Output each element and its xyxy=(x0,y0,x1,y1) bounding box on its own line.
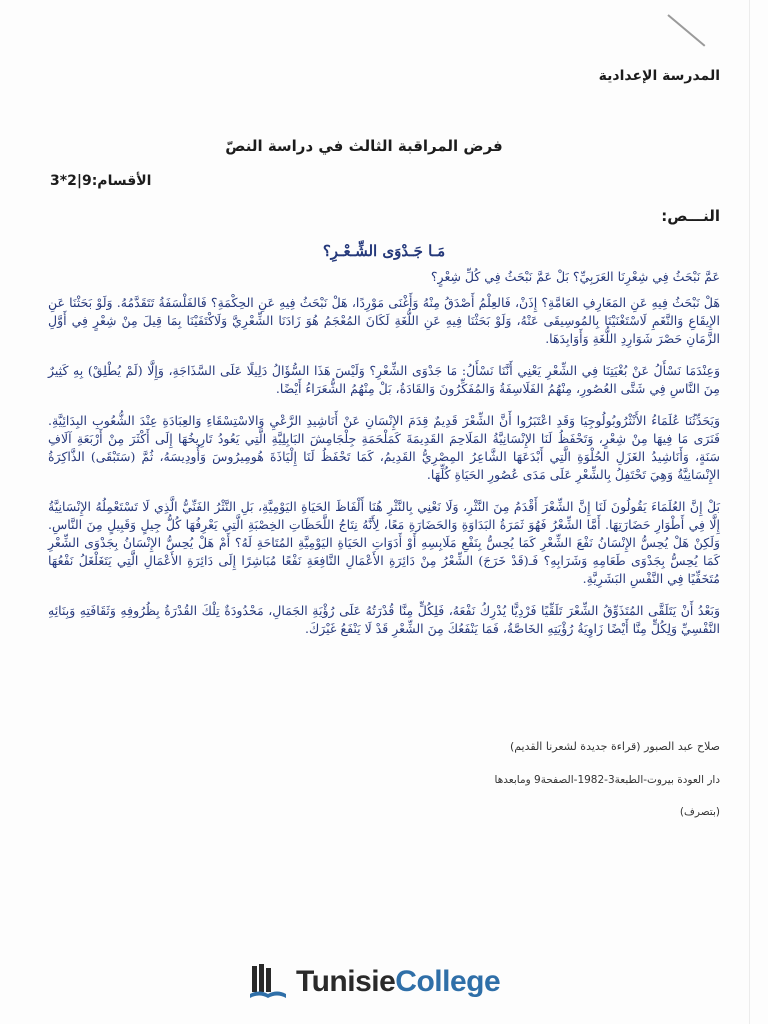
logo-part-tunisie: Tunisie xyxy=(296,965,396,998)
text-section-label: النـــص: xyxy=(661,207,720,225)
publisher-info: دار العودة بيروت-الطبعة3-1982-الصفحة9 ومابعدها xyxy=(494,774,720,786)
logo-wordmark xyxy=(296,965,500,999)
paragraph: عَمَّ نَبْحَثُ فِي شِعْرِنَا العَرَبِيِّ؟ بَلْ عَمَّ نَبْحَثُ فِي كُلِّ شِعْرٍ؟ xyxy=(430,269,720,284)
paragraph: وَعِنْدَمَا نَسْأَلُ عَنْ بُغْيَتِنَا فِي الشِّعْرِ يَعْنِي أَنَّنَا نَسْأَلُ: مَا جَدْوَى الشِّعْرِ؟ وَلَيْسَ هَذَا السُّؤَالُ دَلِيلًا عَلَى السَّذَاجَةِ، وَإِلَّا (لَمْ يُطْلِقْ) بِهِ كَثِيرٌ مِنَ النَّاسِ فِي شَتَّى العُصُورِ، مِنْهُمُ الفَلَاسِفَةُ وَالمُفَكِّرُونَ وَالقَادَةُ، بَلْ مِنْهُمُ الشُّعَرَاءُ أَيْضًا. xyxy=(48,363,720,396)
book-logo-icon xyxy=(248,962,288,1002)
logo-part-college: College xyxy=(395,965,501,998)
paragraph: هَلْ نَبْحَثُ فِيهِ عَنِ المَعَارِفِ العَامَّةِ؟ إِذَنْ، فَالعِلْمُ أَصْدَقُ مِنْهُ وَأَغْنَى مَوْرِدًا، هَلْ نَبْحَثُ فِيهِ عَنِ الحِكْمَةِ؟ فَالفَلْسَفَةُ تَتَقَدَّمُهُ. وَلَوْ بَحَثْنَا عَنِ الإِيقَاعِ وَالنَّغَمِ لَاسْتَغْنَيْنَا بِالمُوسِيقَى عَنْهُ، وَلَوْ بَحَثْنَا فِيهِ عَنِ اللُّغَةِ لَكَانَ المُعْجَمُ هُوَ زَادَنَا الشِّعْرِيَّ وَلَاكْتَفَيْنَا بِمَا قِيلَ مِنْ شِعْرٍ فِي أَوَّلِ الزَّمَانِ حَصْرَ شَوَارِدِ اللُّغَةِ وَأَوَابِدَهَا. xyxy=(48,295,720,346)
classes-label: الأقسام:9|2*3 xyxy=(50,173,152,189)
author-signature: صلاح عبد الصبور (قراءة جديدة لشعرنا القديم) xyxy=(509,740,720,753)
school-name: المدرسة الإعدادية xyxy=(598,68,720,84)
paragraph: وَبَعْدُ أَنْ يَتَلَقَّى المُتَذَوِّقُ الشِّعْرَ تَلَقِّيًا فَرْدِيًّا يُدْرِكُ نَفْعَهُ، فَلِكُلٍّ مِنَّا قُدْرَتُهُ عَلَى رُؤْيَةِ الجَمَالِ، مَحْدُودَةٌ تِلْكَ القُدْرَةُ بِظُرُوفِهِ وَثَقَافَتِهِ وَبِنَائِهِ النَّفْسِيِّ وَلِكُلٍّ مِنَّا أَيْضًا زَاوِيَةُ رُؤْيَتِهِ الخَاصَّةُ، فَمَا يَنْفَعُكَ مِنَ الشِّعْرِ قَدْ لَا يَنْفَعُ غَيْرَكَ. xyxy=(48,603,720,636)
page-corner-mark xyxy=(667,14,705,46)
paragraph: وَيَحَدِّثُنَا عُلَمَاءُ الأَنْثْرُوبُولُوجِيَا وَقَدِ اعْتَبَرُوا أَنَّ الشِّعْرَ قَدِيمٌ قِدَمَ الإِنْسَانِ عَنْ أَنَاشِيدِ الرَّعْيِ وَالاسْتِسْقَاءِ وَالعِبَادَةِ عِنْدَ الشُّعُوبِ البِدَائِيَّةِ. فَنَرَى مَا فِيهَا مِنْ شِعْرٍ، وَتَحْفَظُ لَنَا الإِنْسَانِيَّةُ المَلَاحِمَ القَدِيمَةَ كَمَلْحَمَةِ جِلْجَامِشَ البَابِلِيَّةِ الَّتِي يَعُودُ تَارِيخُهَا إِلَى أَكْثَرَ مِنْ أَرْبَعَةِ آلَافِ سَنَةٍ، وَأَنَاشِيدُ الغَزَلِ الحُلْوَةِ الَّتِي أَبْدَعَهَا الشَّاعِرُ المِصْرِيُّ القَدِيمُ، كَمَا تَحْفَظُ لَنَا إِلْيَاذَةَ هُومِيرُوسَ وَأُودِيسَهُ، ثُمَّ (سَتَبْقَى) الذَّاكِرَةُ الإِنْسَانِيَّةُ وَهِيَ تَحْتَفِلُ بِالشِّعْرِ عَلَى مَدَى عُصُورِ الحَيَاةِ كُلِّهَا. xyxy=(48,413,720,482)
adapted-note: (بتصرف) xyxy=(679,806,720,818)
exam-title: فرض المراقبة الثالث في دراسة النصّ xyxy=(225,137,503,155)
text-body xyxy=(48,268,720,652)
text-title: مَـا جَـدْوَى الشِّـعْـرِ؟ xyxy=(322,242,446,260)
paragraph: بَلْ إِنَّ العُلَمَاءَ يَقُولُونَ لَنَا إِنَّ الشِّعْرَ أَقْدَمُ مِنَ النَّثْرِ، وَلَا نَعْنِي بِالنَّثْرِ هُنَا أَلْفَاظَ الحَيَاةِ اليَوْمِيَّةِ، بَلِ النَّثْرُ الفَنِّيُّ الَّذِي لَا تَسْتَعْمِلُهُ الإِنْسَانِيَّةُ إِلَّا فِي أَطْوَارِ حَضَارَتِهَا. أَمَّا الشِّعْرُ فَهُوَ ثَمَرَةُ البَدَاوَةِ وَالحَضَارَةِ مَعًا، لِأَنَّهُ نِتَاجُ اللَّحَظَاتِ الخِصْبَةِ الَّتِي يَعْرِفُهَا كُلُّ جِيلٍ وَقَبِيلٍ مِنَ النَّاسِ. وَلَكِنْ هَلْ يُحِسُّ الإِنْسَانُ نَفْعَ الشِّعْرِ كَمَا يُحِسُّ بِنَفْعِ مَلَابِسِهِ أَوْ أَدَوَاتِ الحَيَاةِ اليَوْمِيَّةِ المُتَاحَةِ لَهُ؟ أَمْ هَلْ يُحِسُّ الإِنْسَانُ بِجَدْوَى الشِّعْرِ كَمَا يُحِسُّ بِجَدْوَى طَعَامِهِ وَشَرَابِهِ؟ فَـ(قَدْ خَرَجَ) الشِّعْرُ مِنْ دَائِرَةِ الأَعْمَالِ النَّافِعَةِ نَفْعًا مُبَاشِرًا إِلَى دَائِرَةِ الأَعْمَالِ الَّتِي يَتَغَلْغَلُ نَفْعُهَا مُتَخَفِّيًا فِي النَّفْسِ البَشَرِيَّةِ. xyxy=(48,499,720,586)
tunisiecollege-logo xyxy=(248,958,500,1006)
